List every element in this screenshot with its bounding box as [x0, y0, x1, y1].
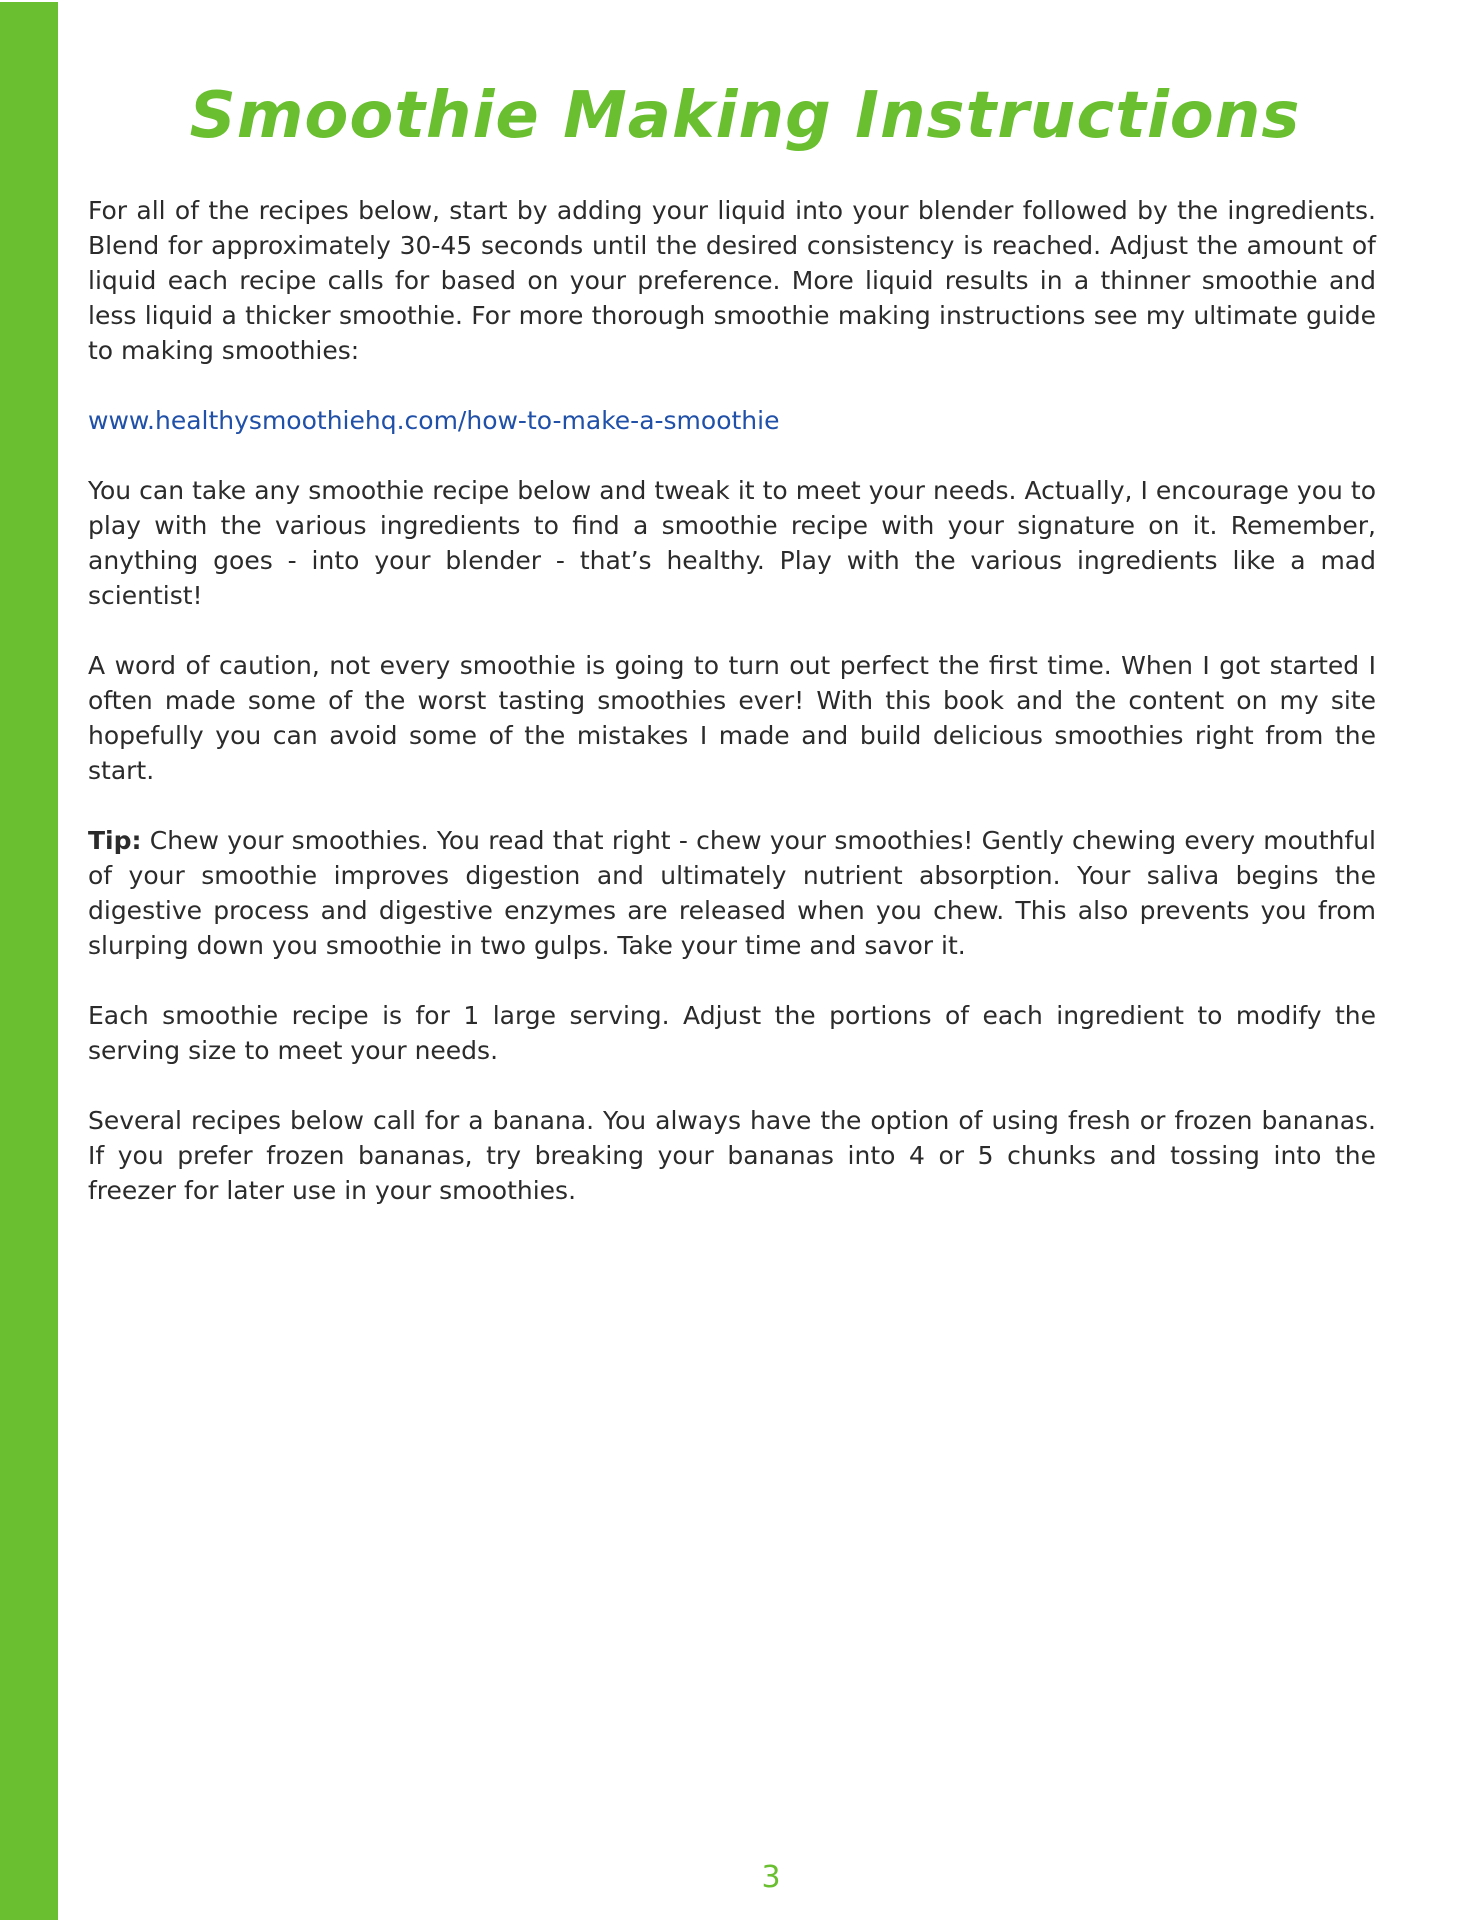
tip-text: Chew your smoothies. You read that right - chew your smoothies! Gently chewing every mouthful of your smoothie improves digestion and ultimately nutrient absorption. Your saliva begins the digestive process and digestive enzymes are released when you chew. This also prevents you from slurping down you smoothie in two gulps. Take your time and savor it.	[88, 826, 1376, 960]
tip-paragraph	[88, 823, 1376, 963]
instructions-body	[88, 193, 1376, 1243]
tweak-paragraph: You can take any smoothie recipe below and tweak it to meet your needs. Actually, I encourage you to play with the various ingredients to find a smoothie recipe with your signature on it. Remember, anything goes - into your blender - that’s healthy. Play with the various ingredients like a mad scientist!	[88, 476, 1376, 610]
green-side-bar	[0, 2, 58, 1920]
page-number: 3	[761, 1860, 781, 1895]
serving-paragraph: Each smoothie recipe is for 1 large serving. Adjust the portions of each ingredient to modify the serving size to meet your needs.	[88, 1001, 1376, 1065]
page-title: Smoothie Making Instructions	[189, 79, 1301, 153]
intro-paragraph: For all of the recipes below, start by adding your liquid into your blender followed by the ingredients. Blend for approximately 30-45 seconds until the desired consistency is reached. Adjust the amount of liquid each recipe calls for based on your preference. More liquid results in a thinner smoothie and less liquid a thicker smoothie. For more thorough smoothie making instructions see my ultimate guide to making smoothies:	[88, 196, 1376, 365]
guide-link[interactable]: www.healthysmoothiehq.com/how-to-make-a-smoothie	[88, 406, 780, 435]
caution-paragraph: A word of caution, not every smoothie is going to turn out perfect the first time. When I got started I often made some of the worst tasting smoothies ever! With this book and the content on my site hopefully you can avoid some of the mistakes I made and build delicious smoothies right from the start.	[88, 651, 1376, 785]
tip-label: Tip:	[88, 826, 142, 855]
banana-paragraph: Several recipes below call for a banana. You always have the option of using fresh or frozen bananas. If you prefer frozen bananas, try breaking your bananas into 4 or 5 chunks and tossing into the freezer for later use in your smoothies.	[88, 1106, 1376, 1205]
guide-link-line	[88, 403, 1376, 438]
